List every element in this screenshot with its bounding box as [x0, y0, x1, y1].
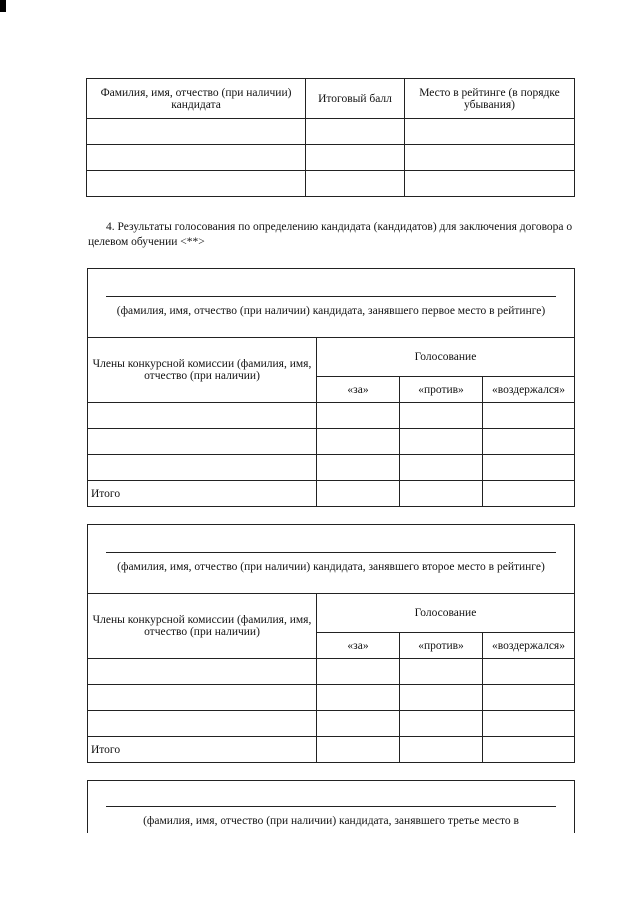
total-row: [88, 481, 575, 507]
vote-option-abstain: «воздержался»: [483, 633, 575, 659]
ranking-cell-score[interactable]: [306, 171, 405, 197]
vote-cell[interactable]: [317, 429, 400, 455]
table-row: [88, 429, 575, 455]
vote-option-for: «за»: [317, 633, 400, 659]
vote-cell[interactable]: [400, 659, 483, 685]
vote-cell[interactable]: [317, 403, 400, 429]
vote-cell[interactable]: [317, 481, 400, 507]
vote-block-3-header: [87, 780, 575, 833]
vote-option-against: «против»: [400, 377, 483, 403]
voting-header: Голосование: [317, 338, 575, 377]
member-cell[interactable]: [88, 711, 317, 737]
candidate-3-name-line[interactable]: [106, 806, 556, 807]
ranking-cell-fio[interactable]: [87, 145, 306, 171]
vote-cell[interactable]: [400, 711, 483, 737]
table-row: [87, 145, 575, 171]
vote-block-2-header: [87, 524, 575, 594]
vote-table-header-row: [88, 594, 575, 633]
vote-cell[interactable]: [400, 737, 483, 763]
ranking-header-score: Итоговый балл: [306, 79, 405, 119]
vote-cell[interactable]: [317, 737, 400, 763]
ranking-table: [86, 78, 575, 197]
table-row: [88, 685, 575, 711]
vote-option-for: «за»: [317, 377, 400, 403]
vote-cell[interactable]: [400, 481, 483, 507]
candidate-1-name-line[interactable]: [106, 296, 556, 297]
total-label: Итого: [88, 737, 317, 763]
section-4-text: 4. Результаты голосования по определению кандидата (кандидатов) для заключения договора о целевом обучении <**>: [88, 221, 573, 248]
vote-cell[interactable]: [483, 685, 575, 711]
table-row: [88, 711, 575, 737]
vote-cell[interactable]: [483, 711, 575, 737]
vote-cell[interactable]: [483, 403, 575, 429]
vote-table-1: [87, 337, 575, 507]
vote-cell[interactable]: [483, 659, 575, 685]
vote-cell[interactable]: [400, 403, 483, 429]
candidate-3-caption: (фамилия, имя, отчество (при наличии) кандидата, занявшего третье место в: [143, 815, 519, 827]
ranking-cell-fio[interactable]: [87, 119, 306, 145]
voting-header: Голосование: [317, 594, 575, 633]
table-row: [87, 171, 575, 197]
vote-option-abstain: «воздержался»: [483, 377, 575, 403]
table-row: [87, 119, 575, 145]
candidate-2-caption: (фамилия, имя, отчество (при наличии) кандидата, занявшего второе место в рейтинге): [117, 561, 545, 573]
member-cell[interactable]: [88, 403, 317, 429]
ranking-cell-place[interactable]: [405, 171, 575, 197]
ranking-cell-score[interactable]: [306, 119, 405, 145]
vote-cell[interactable]: [317, 685, 400, 711]
vote-option-against: «против»: [400, 633, 483, 659]
vote-table-2: [87, 593, 575, 763]
vote-cell[interactable]: [483, 455, 575, 481]
table-row: [88, 403, 575, 429]
ranking-cell-place[interactable]: [405, 119, 575, 145]
members-header: Члены конкурсной комиссии (фамилия, имя, отчество (при наличии): [88, 338, 317, 403]
total-label: Итого: [88, 481, 317, 507]
vote-cell[interactable]: [483, 737, 575, 763]
member-cell[interactable]: [88, 455, 317, 481]
vote-cell[interactable]: [317, 659, 400, 685]
scan-corner-mark: [0, 0, 6, 12]
candidate-1-caption: (фамилия, имя, отчество (при наличии) кандидата, занявшего первое место в рейтинге): [116, 305, 546, 317]
table-row: [88, 455, 575, 481]
total-row: [88, 737, 575, 763]
vote-block-1-header: [87, 268, 575, 338]
vote-cell[interactable]: [317, 455, 400, 481]
candidate-2-name-line[interactable]: [106, 552, 556, 553]
vote-cell[interactable]: [400, 429, 483, 455]
member-cell[interactable]: [88, 429, 317, 455]
ranking-header-row: [87, 79, 575, 119]
member-cell[interactable]: [88, 659, 317, 685]
vote-cell[interactable]: [317, 711, 400, 737]
vote-cell[interactable]: [400, 455, 483, 481]
ranking-cell-place[interactable]: [405, 145, 575, 171]
ranking-header-fio: Фамилия, имя, отчество (при наличии) кандидата: [87, 79, 306, 119]
ranking-cell-fio[interactable]: [87, 171, 306, 197]
table-row: [88, 659, 575, 685]
ranking-cell-score[interactable]: [306, 145, 405, 171]
vote-cell[interactable]: [483, 481, 575, 507]
vote-cell[interactable]: [483, 429, 575, 455]
ranking-header-place: Место в рейтинге (в порядке убывания): [405, 79, 575, 119]
member-cell[interactable]: [88, 685, 317, 711]
vote-table-header-row: [88, 338, 575, 377]
members-header: Члены конкурсной комиссии (фамилия, имя, отчество (при наличии): [88, 594, 317, 659]
vote-cell[interactable]: [400, 685, 483, 711]
